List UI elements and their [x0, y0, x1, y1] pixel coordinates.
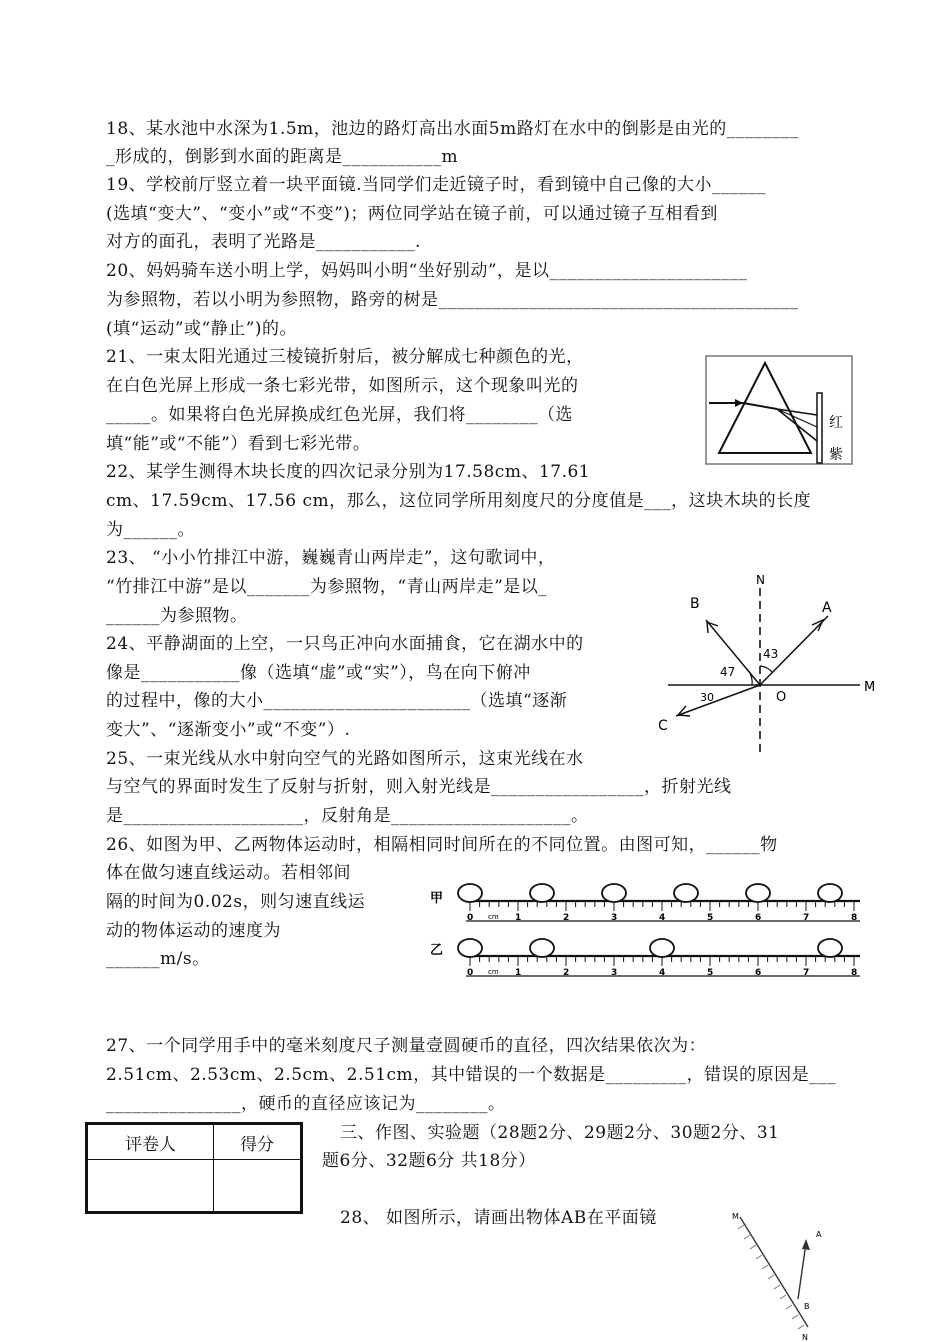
ruler-tick-label: 8: [851, 968, 858, 978]
label-B: B: [690, 596, 700, 612]
moving-object: [818, 884, 842, 902]
q23-line1: 23、 “小小竹排江中游，巍巍青山两岸走”，这句歌词中，: [106, 548, 556, 568]
ruler-tick-label: 8: [851, 913, 858, 923]
ruler-tick-label: 4: [659, 913, 666, 923]
ruler-tick-label: 1: [515, 968, 522, 978]
q22-line2: cm、17.59cm、17.56 cm，那么，这位同学所用刻度尺的分度值是___，这块木块的长度: [106, 491, 812, 511]
q24-line3: 的过程中，像的大小_______________________（选填“逐渐: [106, 691, 568, 711]
angle-30: 30: [700, 691, 714, 704]
moving-object: [458, 884, 482, 902]
label-M: M: [864, 680, 876, 695]
ruler-tick-label: 7: [803, 968, 810, 978]
q20-line3: (填“运动”或“静止”)的。: [106, 319, 298, 339]
q23-line3: ______为参照物。: [106, 606, 248, 626]
mirror-label-M: M: [732, 1212, 739, 1221]
ruler-row-jia: [458, 884, 860, 923]
label-O: O: [776, 690, 787, 705]
ruler-tick-label: 5: [707, 913, 714, 923]
ruler-tick-label: 6: [755, 968, 762, 978]
q23-line2: “竹排江中游”是以_______为参照物，“青山两岸走”是以_: [106, 577, 548, 597]
moving-object: [602, 884, 626, 902]
q25-line3: 是____________________，反射角是____________________。: [106, 806, 589, 826]
ruler-tick-label: 0: [467, 968, 474, 978]
moving-object: [818, 939, 842, 957]
q20-line2: 为参照物，若以小明为参照物，路旁的树是________________________________________: [106, 290, 799, 310]
light-path-figure: [640, 568, 890, 758]
ruler-tick-label: 4: [659, 968, 666, 978]
q26-line1: 26、如图为甲、乙两物体运动时，相隔相同时间所在的不同位置。由图可知，______物: [106, 835, 778, 855]
q24-line4: 变大”、“逐渐变小”或“不变”）.: [106, 720, 351, 740]
ruler-tick-label: 6: [755, 913, 762, 923]
mirror-label-A: A: [816, 1230, 822, 1239]
section3-line1: 三、作图、实验题（28题2分、29题2分、30题2分、31: [340, 1123, 780, 1143]
q18-line1: 18、某水池中水深为1.5m，池边的路灯高出水面5m路灯在水中的倒影是由光的________: [106, 119, 799, 139]
q27-line3: _______________，硬币的直径应该记为________。: [106, 1094, 506, 1114]
q22-line3: 为______。: [106, 520, 195, 540]
ruler-tick-label: 3: [611, 968, 618, 978]
score-header: 得分: [214, 1124, 302, 1160]
q21-line3: _____。如果将白色光屏换成红色光屏，我们将________（选: [106, 405, 573, 425]
label-C: C: [658, 718, 668, 734]
grader-cell[interactable]: [87, 1160, 214, 1213]
moving-object: [650, 939, 674, 957]
ruler-tick-label: 0: [467, 913, 474, 923]
mirror-figure: [726, 1203, 836, 1342]
ruler-tick-label: 2: [563, 968, 570, 978]
q19-line2: (选填“变大”、“变小”或“不变”)；两位同学站在镜子前，可以通过镜子互相看到: [106, 204, 718, 224]
moving-object: [530, 939, 554, 957]
moving-object: [746, 884, 770, 902]
q25-line2: 与空气的界面时发生了反射与折射，则入射光线是_________________，折射光线: [106, 777, 732, 797]
q20-line1: 20、妈妈骑车送小明上学，妈妈叫小明“坐好别动”，是以______________________: [106, 261, 748, 281]
q21-line2: 在白色光屏上形成一条七彩光带，如图所示，这个现象叫光的: [106, 376, 579, 396]
q25-line1: 25、一束光线从水中射向空气的光路如图所示，这束光线在水: [106, 749, 584, 769]
moving-object: [458, 939, 482, 957]
score-cell[interactable]: [214, 1160, 302, 1213]
q27-line1: 27、一个同学用手中的毫米刻度尺子测量壹圆硬币的直径，四次结果依次为：: [106, 1036, 707, 1056]
moving-object: [674, 884, 698, 902]
q24-line1: 24、平静湖面的上空，一只鸟正冲向水面捕食，它在湖水中的: [106, 634, 584, 654]
q24-line2: 像是___________像（选填“虚”或“实”），鸟在向下俯冲: [106, 663, 531, 683]
q18-line2: _形成的，倒影到水面的距离是___________m: [106, 147, 459, 167]
q26-line3: 隔的时间为0.02s，则匀速直线运: [106, 892, 366, 912]
ruler-tick-label: 3: [611, 913, 618, 923]
q21-line4: 填“能”或“不能”）看到七彩光带。: [106, 434, 371, 454]
mirror-label-B: B: [804, 1302, 810, 1311]
label-A: A: [822, 600, 832, 616]
prism-purple-label: 紫: [829, 447, 843, 463]
ruler-tick-label: 7: [803, 913, 810, 923]
q27-line2: 2.51cm、2.53cm、2.5cm、2.51cm，其中错误的一个数据是_________，错误的原因是___: [106, 1065, 837, 1085]
q26-line5: ______m/s。: [106, 949, 210, 969]
q26-line2: 体在做匀速直线运动。若相邻间: [106, 863, 351, 883]
ruler-figure: [418, 868, 868, 990]
angle-47: 47: [720, 665, 736, 679]
prism-red-label: 红: [829, 415, 843, 431]
q28-line1: 28、 如图所示，请画出物体AB在平面镜: [340, 1208, 657, 1228]
ruler-label-jia: 甲: [430, 891, 444, 906]
ruler-label-yi: 乙: [430, 943, 444, 958]
q21-line1: 21、一束太阳光通过三棱镜折射后，被分解成七种颜色的光，: [106, 347, 584, 367]
ruler-tick-label: 1: [515, 913, 522, 923]
ruler-row-yi: [458, 939, 860, 978]
angle-43: 43: [763, 647, 779, 661]
q22-line1: 22、某学生测得木块长度的四次记录分别为17.58cm、17.61: [106, 462, 591, 482]
grader-header: 评卷人: [87, 1124, 214, 1160]
grade-table: [85, 1122, 303, 1214]
section3-line2: 题6分、32题6分 共18分）: [322, 1151, 536, 1171]
q19-line3: 对方的面孔，表明了光路是___________.: [106, 232, 421, 252]
label-N: N: [756, 573, 765, 587]
ruler-tick-label: 2: [563, 913, 570, 923]
ruler-unit-label: cm: [488, 913, 499, 921]
ruler-tick-label: 5: [707, 968, 714, 978]
mirror-label-N: N: [802, 1333, 808, 1342]
ruler-unit-label: cm: [488, 968, 499, 976]
prism-figure: [705, 355, 855, 467]
moving-object: [530, 884, 554, 902]
q19-line1: 19、学校前厅竖立着一块平面镜.当同学们走近镜子时，看到镜中自己像的大小______: [106, 175, 767, 195]
q26-line4: 动的物体运动的速度为: [106, 921, 281, 941]
